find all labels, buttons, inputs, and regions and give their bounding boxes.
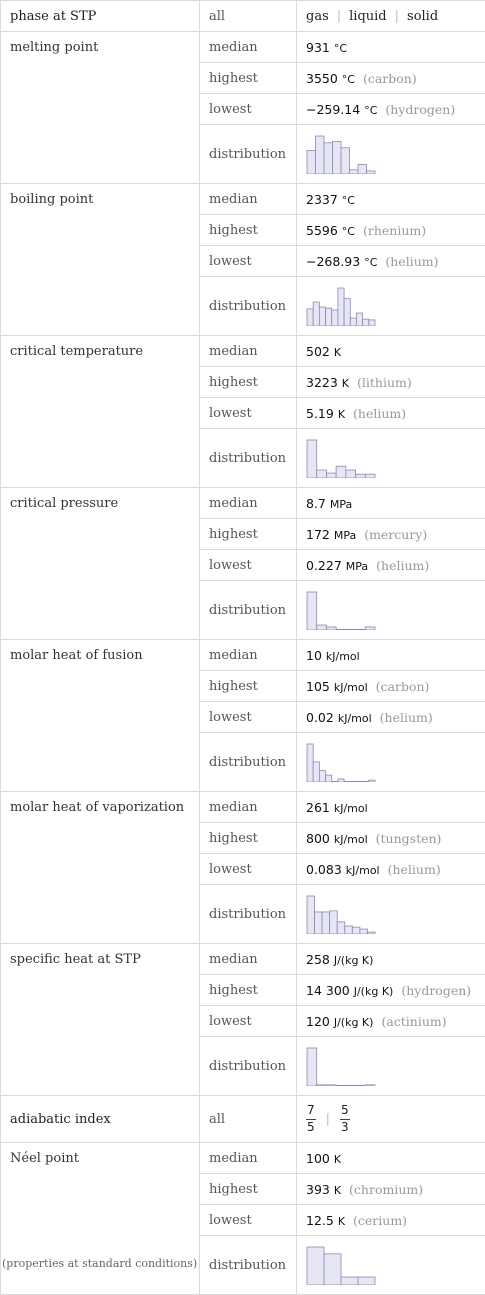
fraction [306, 1103, 316, 1135]
unit: kJ/mol [334, 802, 368, 815]
extreme-element: (cerium) [353, 1213, 407, 1228]
stat-label: distribution [200, 733, 297, 792]
stat-label: median [200, 488, 297, 519]
property-2-median-value [297, 336, 485, 367]
property-1-highest-value [297, 215, 485, 246]
histogram-bar [307, 1048, 317, 1086]
unit: kJ/mol [334, 833, 368, 846]
unit: °C [364, 104, 377, 117]
histogram-bar [324, 143, 333, 174]
histogram-bar [324, 1254, 341, 1285]
stat-label: highest [200, 215, 297, 246]
stat-label: distribution [200, 1236, 297, 1295]
property-3-distribution [297, 581, 485, 640]
property-6-distribution [297, 1037, 485, 1096]
stat-label: median [200, 1143, 297, 1174]
stat-label: distribution [200, 125, 297, 184]
property-6-median-value [297, 944, 485, 975]
unit: K [334, 1184, 341, 1197]
stat-label: highest [200, 367, 297, 398]
unit: kJ/mol [334, 681, 368, 694]
extreme-element: (helium) [388, 862, 441, 877]
extreme-element: (tungsten) [376, 831, 442, 846]
histogram-bar [326, 1085, 336, 1086]
header-stat: all [200, 1, 297, 32]
extreme-element: (rhenium) [363, 223, 426, 238]
property-name: melting point [1, 32, 200, 184]
property-2-median-row [1, 336, 485, 367]
stat-label: lowest [200, 854, 297, 885]
stat-label: median [200, 944, 297, 975]
stat-label: distribution [200, 277, 297, 336]
histogram-bar [330, 911, 338, 934]
property-4-highest-value [297, 671, 485, 702]
unit: °C [342, 194, 355, 207]
number: 800 [306, 831, 330, 846]
histogram-bar [365, 627, 375, 630]
property-1-median-value [297, 184, 485, 215]
header-label: phase at STP [1, 1, 200, 32]
histogram-bar [369, 320, 375, 326]
extreme-element: (lithium) [357, 375, 412, 390]
property-0-distribution [297, 125, 485, 184]
adiabatic-values [297, 1096, 485, 1143]
property-5-highest-value [297, 823, 485, 854]
phase-separator: | [395, 9, 399, 24]
histogram-bar [326, 627, 336, 630]
histogram-bar [365, 1085, 375, 1086]
number: 393 [306, 1182, 330, 1197]
fraction [340, 1103, 350, 1135]
histogram-bar [326, 473, 336, 478]
histogram-bar [313, 762, 319, 782]
unit: °C [364, 256, 377, 269]
unit: °C [342, 73, 355, 86]
property-6-highest-value [297, 975, 485, 1006]
neel-point-lowest-value [297, 1205, 485, 1236]
stat-label: lowest [200, 702, 297, 733]
histogram-bar [365, 474, 375, 478]
histogram [306, 286, 376, 326]
histogram-bar [358, 1277, 375, 1285]
unit: °C [334, 42, 347, 55]
denominator: 3 [340, 1120, 350, 1136]
neel-point-distribution [297, 1236, 485, 1295]
property-1-distribution [297, 277, 485, 336]
number: 172 [306, 527, 330, 542]
property-0-median-row [1, 32, 485, 63]
property-5-distribution [297, 885, 485, 944]
histogram-bar [317, 1085, 327, 1086]
histogram-bar [338, 779, 344, 782]
histogram-bar [319, 307, 325, 326]
histogram-bar [338, 288, 344, 326]
number: 10 [306, 648, 322, 663]
histogram [306, 1245, 376, 1285]
number: 8.7 [306, 496, 326, 511]
histogram-bar [350, 318, 356, 326]
histogram-bar [369, 780, 375, 782]
extreme-element: (mercury) [364, 527, 427, 542]
number: −268.93 [306, 254, 360, 269]
stat-label: distribution [200, 581, 297, 640]
histogram-bar [363, 319, 369, 326]
histogram-bar [307, 896, 315, 934]
stat-label: highest [200, 519, 297, 550]
extreme-element: (hydrogen) [401, 983, 471, 998]
extreme-element: (helium) [380, 710, 433, 725]
extreme-element: (chromium) [349, 1182, 423, 1197]
histogram-bar [336, 466, 346, 478]
histogram-bar [315, 912, 323, 934]
number: 0.227 [306, 558, 342, 573]
property-5-median-row [1, 792, 485, 823]
stat-label: median [200, 640, 297, 671]
stat-label: highest [200, 63, 297, 94]
unit: MPa [346, 560, 368, 573]
property-6-median-row [1, 944, 485, 975]
number: 931 [306, 40, 330, 55]
histogram [306, 590, 376, 630]
histogram-bar [346, 470, 356, 478]
numerator: 5 [340, 1103, 350, 1120]
histogram-bar [317, 625, 327, 630]
unit: K [334, 346, 341, 359]
histogram [306, 134, 376, 174]
histogram-bar [360, 929, 368, 934]
histogram-bar [319, 771, 325, 782]
histogram-bar [367, 171, 376, 174]
adiabatic-index-row [1, 1096, 485, 1143]
unit: K [342, 377, 349, 390]
property-3-lowest-value [297, 550, 485, 581]
number: 5596 [306, 223, 338, 238]
number: 100 [306, 1151, 330, 1166]
histogram [306, 894, 376, 934]
histogram [306, 742, 376, 782]
stat-label: lowest [200, 1006, 297, 1037]
histogram-bar [352, 927, 360, 934]
numerator: 7 [306, 1103, 316, 1120]
unit: kJ/mol [338, 712, 372, 725]
property-name: molar heat of vaporization [1, 792, 200, 944]
property-name: specific heat at STP [1, 944, 200, 1096]
number: −259.14 [306, 102, 360, 117]
histogram-bar [358, 165, 367, 175]
extreme-element: (hydrogen) [385, 102, 455, 117]
number: 258 [306, 952, 330, 967]
property-5-median-value [297, 792, 485, 823]
stat-label: median [200, 32, 297, 63]
extreme-element: (helium) [376, 558, 429, 573]
phase-liquid: liquid [349, 9, 387, 24]
property-1-lowest-value [297, 246, 485, 277]
number: 261 [306, 800, 330, 815]
unit: K [338, 1215, 345, 1228]
histogram-bar [307, 592, 317, 630]
extreme-element: (carbon) [376, 679, 430, 694]
property-3-highest-value [297, 519, 485, 550]
histogram-bar [344, 299, 350, 326]
phase-list [297, 1, 485, 32]
histogram-bar [307, 150, 316, 174]
extreme-element: (helium) [353, 406, 406, 421]
neel-point-median-row [1, 1143, 485, 1174]
stat-label: median [200, 184, 297, 215]
property-3-median-value [297, 488, 485, 519]
unit: J/(kg K) [354, 985, 394, 998]
histogram-bar [356, 474, 366, 478]
histogram-bar [307, 440, 317, 478]
property-3-median-row [1, 488, 485, 519]
histogram-bar [332, 310, 338, 326]
unit: kJ/mol [326, 650, 360, 663]
number: 0.02 [306, 710, 334, 725]
property-2-distribution [297, 429, 485, 488]
neel-point-highest-value [297, 1174, 485, 1205]
histogram-bar [341, 1277, 358, 1285]
histogram-bar [341, 148, 350, 174]
number: 120 [306, 1014, 330, 1029]
stat-label: median [200, 336, 297, 367]
property-4-lowest-value [297, 702, 485, 733]
unit: MPa [330, 498, 352, 511]
property-1-median-row [1, 184, 485, 215]
unit: K [334, 1153, 341, 1166]
unit: J/(kg K) [334, 954, 374, 967]
histogram [306, 1046, 376, 1086]
property-4-median-value [297, 640, 485, 671]
stat-label: distribution [200, 1037, 297, 1096]
number: 105 [306, 679, 330, 694]
property-4-median-row [1, 640, 485, 671]
number: 0.083 [306, 862, 342, 877]
histogram-bar [367, 932, 375, 934]
phase-solid: solid [407, 9, 438, 24]
histogram-bar [326, 308, 332, 326]
stat-label: highest [200, 975, 297, 1006]
neel-point-median-value [297, 1143, 485, 1174]
header-row [1, 1, 485, 32]
stat-label: lowest [200, 94, 297, 125]
number: 14 300 [306, 983, 350, 998]
histogram [306, 438, 376, 478]
property-name: adiabatic index [1, 1096, 200, 1143]
number: 12.5 [306, 1213, 334, 1228]
extreme-element: (carbon) [363, 71, 417, 86]
stat-label: distribution [200, 885, 297, 944]
stat-label: median [200, 792, 297, 823]
histogram-bar [356, 313, 362, 326]
property-0-highest-value [297, 63, 485, 94]
stat-label: highest [200, 823, 297, 854]
property-name: Néel point [1, 1143, 200, 1295]
stat-label: lowest [200, 550, 297, 581]
denominator: 5 [306, 1120, 316, 1136]
property-2-highest-value [297, 367, 485, 398]
unit: J/(kg K) [334, 1016, 374, 1029]
stat-label: lowest [200, 398, 297, 429]
histogram-bar [316, 136, 325, 174]
footer-note: (properties at standard conditions) [2, 1257, 197, 1270]
histogram-bar [307, 1247, 324, 1285]
histogram-bar [313, 302, 319, 326]
histogram-bar [333, 141, 342, 174]
stat-label: distribution [200, 429, 297, 488]
stat-label: highest [200, 1174, 297, 1205]
unit: MPa [334, 529, 356, 542]
histogram-bar [337, 922, 345, 934]
value-separator: | [326, 1112, 330, 1127]
property-2-lowest-value [297, 398, 485, 429]
histogram-bar [317, 470, 327, 478]
property-5-lowest-value [297, 854, 485, 885]
number: 5.19 [306, 406, 334, 421]
histogram-bar [307, 744, 313, 782]
histogram-bar [307, 309, 313, 326]
property-name: molar heat of fusion [1, 640, 200, 792]
phase-gas: gas [306, 9, 329, 24]
histogram-bar [326, 775, 332, 782]
unit: K [338, 408, 345, 421]
unit: °C [342, 225, 355, 238]
stat-label: highest [200, 671, 297, 702]
extreme-element: (helium) [385, 254, 438, 269]
number: 3550 [306, 71, 338, 86]
stat-label: all [200, 1096, 297, 1143]
number: 502 [306, 344, 330, 359]
phase-separator: | [337, 9, 341, 24]
property-name: critical pressure [1, 488, 200, 640]
histogram-bar [322, 912, 330, 934]
number: 2337 [306, 192, 338, 207]
property-name: critical temperature [1, 336, 200, 488]
property-name: boiling point [1, 184, 200, 336]
number: 3223 [306, 375, 338, 390]
unit: kJ/mol [346, 864, 380, 877]
histogram-bar [350, 170, 359, 174]
stat-label: lowest [200, 246, 297, 277]
histogram-bar [345, 926, 353, 934]
property-6-lowest-value [297, 1006, 485, 1037]
property-0-median-value [297, 32, 485, 63]
property-0-lowest-value [297, 94, 485, 125]
extreme-element: (actinium) [381, 1014, 446, 1029]
stat-label: lowest [200, 1205, 297, 1236]
property-4-distribution [297, 733, 485, 792]
